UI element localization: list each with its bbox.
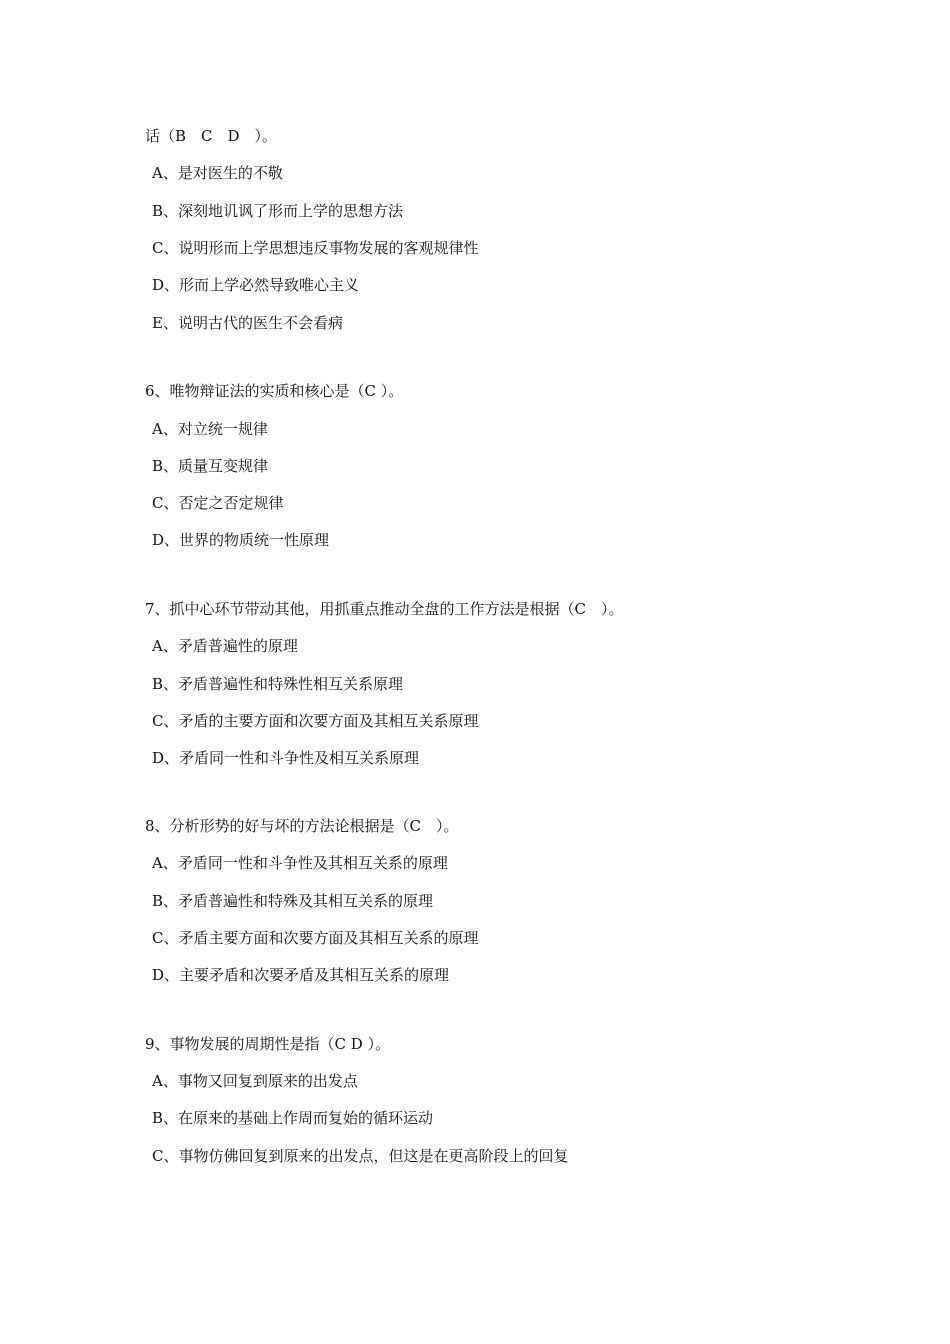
question-7-option-a: A、矛盾普遍性的原理 (152, 637, 298, 655)
question-9-stem: 9、事物发展的周期性是指（C D ）。 (145, 1035, 391, 1053)
question-9-option-c: C、事物仿佛回复到原来的出发点，但这是在更高阶段上的回复 (152, 1147, 569, 1165)
question-7-stem: 7、抓中心环节带动其他，用抓重点推动全盘的工作方法是根据（C ）。 (145, 600, 624, 618)
question-5-option-d: D、形而上学必然导致唯心主义 (152, 276, 360, 294)
question-9-option-a: A、事物又回复到原来的出发点 (152, 1072, 358, 1090)
question-5-option-b: B、深刻地讥讽了形而上学的思想方法 (152, 202, 404, 220)
question-8-option-d: D、主要矛盾和次要矛盾及其相互关系的原理 (152, 966, 450, 984)
question-8-option-a: A、矛盾同一性和斗争性及其相互关系的原理 (152, 854, 448, 872)
question-9-option-b: B、在原来的基础上作周而复始的循环运动 (152, 1109, 434, 1127)
question-6-option-c: C、否定之否定规律 (152, 494, 284, 512)
question-5-stem: 话（B C D ）。 (145, 127, 278, 145)
question-8-option-c: C、矛盾主要方面和次要方面及其相互关系的原理 (152, 929, 479, 947)
question-8-stem: 8、分析形势的好与坏的方法论根据是（C ）。 (145, 817, 459, 835)
question-7-option-b: B、矛盾普遍性和特殊性相互关系原理 (152, 675, 404, 693)
question-6-option-d: D、世界的物质统一性原理 (152, 531, 330, 549)
question-7-option-d: D、矛盾同一性和斗争性及相互关系原理 (152, 749, 420, 767)
question-5-option-e: E、说明古代的医生不会看病 (152, 314, 343, 332)
question-6-option-b: B、质量互变规律 (152, 457, 269, 475)
question-8-option-b: B、矛盾普遍性和特殊及其相互关系的原理 (152, 892, 434, 910)
question-6-option-a: A、对立统一规律 (152, 420, 268, 438)
question-6-stem: 6、唯物辩证法的实质和核心是（C ）。 (145, 382, 404, 400)
question-7-option-c: C、矛盾的主要方面和次要方面及其相互关系原理 (152, 712, 479, 730)
question-5-option-a: A、是对医生的不敬 (152, 164, 283, 182)
question-5-option-c: C、说明形而上学思想违反事物发展的客观规律性 (152, 239, 479, 257)
